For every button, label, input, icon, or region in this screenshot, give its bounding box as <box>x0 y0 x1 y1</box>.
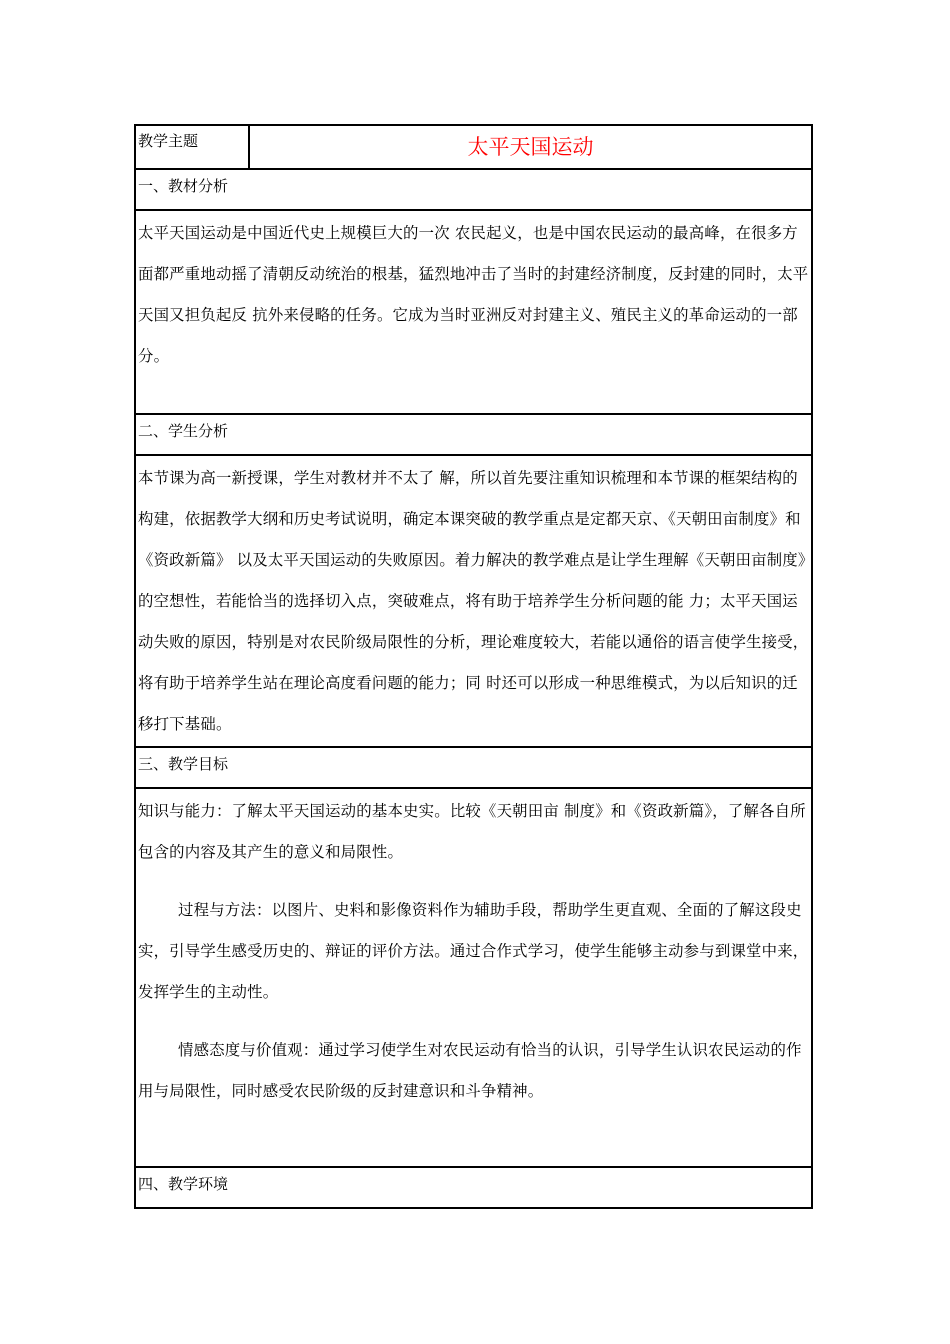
section-heading-row <box>135 747 812 788</box>
section-heading-row <box>135 169 812 210</box>
section-body-textbook <box>135 210 812 414</box>
section-heading-row <box>135 414 812 455</box>
topic-row <box>135 125 812 169</box>
section-heading-objectives: 三、教学目标 <box>135 747 812 788</box>
section-heading-students: 二、学生分析 <box>135 414 812 455</box>
paragraph: 太平天国运动是中国近代史上规模巨大的一次 农民起义，也是中国农民运动的最高峰，在很多方面都严重地动摇了清朝反动统治的根基，猛烈地冲击了当时的封建经济制度，反封建的同时，太平天国又担负起反 抗外来侵略的任务。它成为当时亚洲反对封建主义、殖民主义的革命运动的一部分。 <box>138 224 809 365</box>
section-body-objectives <box>135 788 812 1167</box>
paragraph-knowledge: 知识与能力：了解太平天国运动的基本史实。比较《天朝田亩 制度》和《资政新篇》，了解各自所包含的内容及其产生的意义和局限性。 <box>138 802 806 861</box>
paragraph: 本节课为高一新授课，学生对教材并不太了 解，所以首先要注重知识梳理和本节课的框架结构的构建，依据教学大纲和历史考试说明，确定本课突破的教学重点是定都天京、《天朝田亩制度》和《资政新篇》 以及太平天国运动的失败原因。着力解决的教学难点是让学生理解《天朝田亩制度》的空想性，若能恰当的选择切入点，突破难点，将有助于培养学生分析问题的能 力；太平天国运动失败的原因，特别是对农民阶级局限性的分析，理论难度较大，若能以通俗的语言使学生接受，将有助于培养学生站在理论高度看问题的能力；同 时还可以形成一种思维模式，为以后知识的迁移打下基础。 <box>138 469 809 733</box>
topic-label: 教学主题 <box>135 125 249 169</box>
lesson-plan-table <box>134 124 813 1209</box>
section-heading-environment: 四、教学环境 <box>135 1167 812 1208</box>
section-heading-textbook: 一、教材分析 <box>135 169 812 210</box>
paragraph-process: 过程与方法：以图片、史料和影像资料作为辅助手段，帮助学生更直观、全面的了解这段史实，引导学生感受历史的、辩证的评价方法。通过合作式学习，使学生能够主动参与到课堂中来，发挥学生的主动性。 <box>138 901 809 1001</box>
section-body-row <box>135 788 812 1167</box>
page-title: 太平天国运动 <box>249 125 812 169</box>
section-body-students <box>135 455 812 747</box>
section-body-row <box>135 455 812 747</box>
paragraph-emotion: 情感态度与价值观：通过学习使学生对农民运动有恰当的认识，引导学生认识农民运动的作用与局限性，同时感受农民阶级的反封建意识和斗争精神。 <box>138 1041 802 1100</box>
section-heading-row <box>135 1167 812 1208</box>
section-body-row <box>135 210 812 414</box>
